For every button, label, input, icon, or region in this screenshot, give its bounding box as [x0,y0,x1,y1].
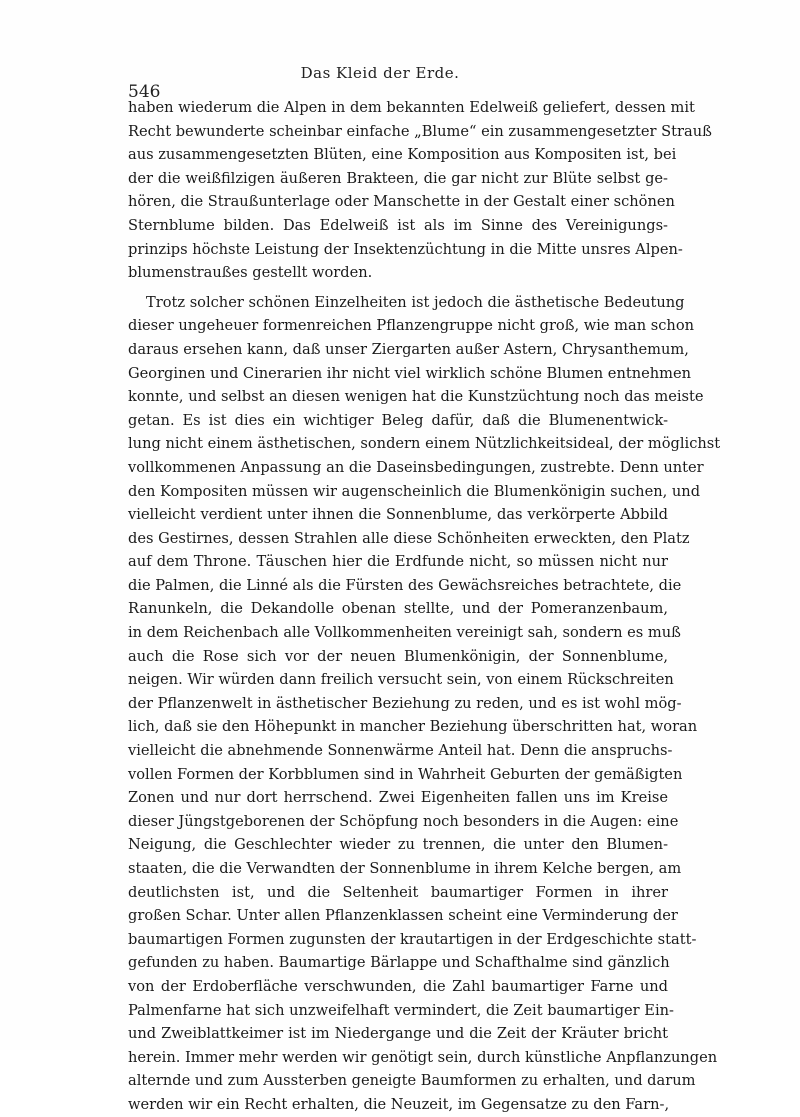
body-text [128,96,721,1117]
text-line: in dem Reichenbach alle Vollkommenheiten vereinigt sah, sondern es muß [128,624,681,642]
text-line: Trotz solcher schönen Einzelheiten ist jedoch die ästhetische Bedeutung [146,293,685,311]
text-line: vielleicht die abnehmende Sonnenwärme Anteil hat. Denn die anspruchs- [128,742,673,760]
text-line: werden wir ein Recht erhalten, die Neuzeit, im Gegensatze zu den Farn-, [128,1095,670,1113]
text-line: daraus ersehen kann, daß unser Ziergarten außer Astern, Chrysanthemum, [128,340,689,358]
text-line: Neigung, die Geschlechter wieder zu trennen, die unter den Blumen- [128,836,668,854]
text-line: vielleicht verdient unter ihnen die Sonnenblume, das verkörperte Abbild [128,506,668,524]
text-line: herein. Immer mehr werden wir genötigt sein, durch künstliche Anpflanzungen [128,1048,718,1066]
text-line: Palmenfarne hat sich unzweifelhaft vermindert, die Zeit baumartiger Ein- [128,1001,674,1019]
text-line: Zonen und nur dort herrschend. Zwei Eigenheiten fallen uns im Kreise [128,789,668,807]
text-line: konnte, und selbst an diesen wenigen hat die Kunstzüchtung noch das meiste [128,388,704,406]
text-line: Recht bewunderte scheinbar einfache „Blume“ ein zusammengesetzter Strauß [128,122,712,140]
text-line: des Gestirnes, dessen Strahlen alle diese Schönheiten erweckten, den Platz [128,529,690,547]
text-line: vollkommenen Anpassung an die Daseinsbedingungen, zustrebte. Denn unter [128,458,704,476]
text-line: Sternblume bilden. Das Edelweiß ist als im Sinne des Vereinigungs- [128,216,668,234]
paragraph [128,291,721,1117]
text-line: von der Erdoberfläche verschwunden, die Zahl baumartiger Farne und [128,977,668,995]
text-line: Georginen und Cinerarien ihr nicht viel wirklich schöne Blumen entnehmen [128,364,692,382]
text-line: auf dem Throne. Täuschen hier die Erdfunde nicht, so müssen nicht nur [128,553,668,571]
text-line: die Palmen, die Linné als die Fürsten des Gewächsreiches betrachtete, die [128,576,682,594]
text-line: getan. Es ist dies ein wichtiger Beleg dafür, daß die Blumenentwick- [128,411,668,429]
text-line: Ranunkeln, die Dekandolle obenan stellte, und der Pomeranzenbaum, [128,600,668,618]
text-line: blumenstraußes gestellt worden. [128,264,373,282]
page-number: 546 [128,82,161,102]
text-line: der die weißfilzigen äußeren Brakteen, die gar nicht zur Blüte selbst ge- [128,169,668,187]
text-line: der Pflanzenwelt in ästhetischer Beziehung zu reden, und es ist wohl mög- [128,694,682,712]
text-line: lich, daß sie den Höhepunkt in mancher Beziehung überschritten hat, woran [128,718,698,736]
text-line: vollen Formen der Korbblumen sind in Wahrheit Geburten der gemäßigten [128,765,683,783]
text-line: den Kompositen müssen wir augenscheinlich die Blumenkönigin suchen, und [128,482,701,500]
text-line: staaten, die die Verwandten der Sonnenblume in ihrem Kelche bergen, am [128,860,682,877]
text-line: haben wiederum die Alpen in dem bekannten Edelweiß geliefert, dessen mit [128,99,695,116]
text-line: und Zweiblattkeimer ist im Niedergange und die Zeit der Kräuter bricht [128,1025,668,1043]
paragraph [128,96,712,285]
text-line: dieser ungeheuer formenreichen Pflanzengruppe nicht groß, wie man schon [128,317,694,335]
text-line: dieser Jüngstgeborenen der Schöpfung noch besonders in die Augen: eine [128,812,679,830]
text-line: baumartigen Formen zugunsten der krautartigen in der Erdgeschichte statt- [128,930,697,948]
text-line: hören, die Straußunterlage oder Manschette in der Gestalt einer schönen [128,193,675,211]
text-line: großen Schar. Unter allen Pflanzenklassen scheint eine Verminderung der [128,907,678,925]
text-line: auch die Rose sich vor der neuen Blumenkönigin, der Sonnenblume, [128,647,668,665]
text-line: deutlichsten ist, und die Seltenheit baumartiger Formen in ihrer [128,883,668,901]
text-line: neigen. Wir würden dann freilich versucht sein, von einem Rückschreiten [128,671,674,689]
running-title: Das Kleid der Erde. [300,64,460,82]
text-line: aus zusammengesetzten Blüten, eine Komposition aus Kompositen ist, bei [128,146,677,164]
text-line: lung nicht einem ästhetischen, sondern einem Nützlichkeitsideal, der möglichst [128,435,721,453]
text-line: prinzips höchste Leistung der Insektenzüchtung in die Mitte unsres Alpen- [128,240,683,258]
text-line: gefunden zu haben. Baumartige Bärlappe und Schafthalme sind gänzlich [128,954,670,972]
text-line: alternde und zum Aussterben geneigte Baumformen zu erhalten, und darum [128,1072,696,1090]
